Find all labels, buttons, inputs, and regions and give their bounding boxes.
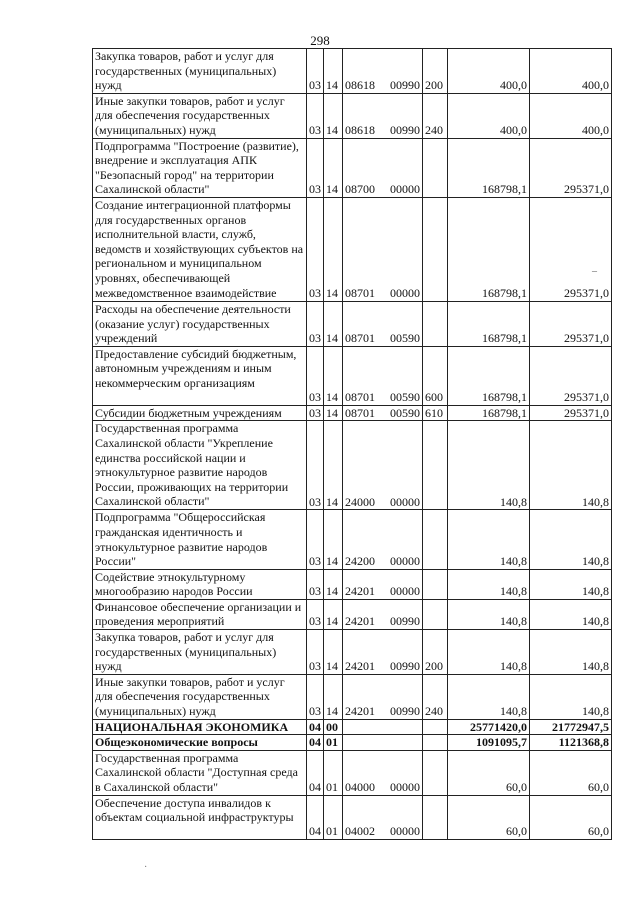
- expense-type-cell: [423, 301, 448, 346]
- subsection-code-cell: 01: [324, 735, 343, 751]
- section-code-cell: 03: [307, 630, 324, 675]
- target-article-cell: [343, 301, 423, 346]
- section-code-cell: 03: [307, 49, 324, 94]
- target-article-program: 04000: [345, 780, 375, 794]
- name-cell: Иные закупки товаров, работ и услуг для обеспечения государственных (муниципальных) нужд: [93, 674, 307, 719]
- amount-year1-cell: 168798,1: [448, 197, 530, 301]
- amount-year1-cell: 140,8: [448, 599, 530, 629]
- expense-type-cell: [423, 197, 448, 301]
- subsection-code-cell: 14: [324, 93, 343, 138]
- target-article-program: 08618: [345, 122, 375, 137]
- target-article-direction: 00990: [390, 704, 420, 719]
- table-row: [93, 795, 612, 839]
- section-code-cell: 03: [307, 569, 324, 599]
- target-article-cell: [343, 346, 423, 405]
- target-article-program: 08701: [345, 331, 375, 346]
- subsection-code-cell: 14: [324, 346, 343, 405]
- table-row: [93, 750, 612, 795]
- table-row: [93, 301, 612, 346]
- table-row: [93, 405, 612, 421]
- amount-year1-cell: 400,0: [448, 93, 530, 138]
- target-article-cell: [343, 93, 423, 138]
- amount-year1-cell: 400,0: [448, 49, 530, 94]
- name-cell: Предоставление субсидий бюджетным, автономным учреждениям и иным некоммерческим организациям: [93, 346, 307, 405]
- amount-year2-cell: 140,8: [530, 421, 612, 510]
- subsection-code-cell: 00: [324, 719, 343, 735]
- amount-year2-cell: 60,0: [530, 795, 612, 839]
- target-article-direction: 00000: [390, 182, 420, 197]
- amount-year2-cell: 140,8: [530, 599, 612, 629]
- section-code-cell: 03: [307, 346, 324, 405]
- target-article-direction: 00990: [390, 614, 420, 629]
- expense-type-cell: [423, 138, 448, 197]
- expense-type-cell: [423, 735, 448, 751]
- amount-year1-cell: 168798,1: [448, 346, 530, 405]
- amount-year1-cell: 140,8: [448, 510, 530, 569]
- expense-type-cell: 200: [423, 630, 448, 675]
- amount-year1-cell: 168798,1: [448, 138, 530, 197]
- name-cell: Подпрограмма "Общероссийская гражданская идентичность и этнокультурное развитие народов России": [93, 510, 307, 569]
- section-code-cell: 03: [307, 405, 324, 421]
- amount-year2-cell: 140,8: [530, 630, 612, 675]
- subsection-code-cell: 01: [324, 750, 343, 795]
- target-article-cell: [343, 510, 423, 569]
- target-article-program: 08701: [345, 286, 375, 301]
- amount-year1-cell: 60,0: [448, 795, 530, 839]
- expense-type-cell: [423, 569, 448, 599]
- section-code-cell: 03: [307, 197, 324, 301]
- expense-type-cell: 600: [423, 346, 448, 405]
- subsection-code-cell: 01: [324, 795, 343, 839]
- section-code-cell: 04: [307, 719, 324, 735]
- expense-type-cell: [423, 795, 448, 839]
- table-row: [93, 630, 612, 675]
- expense-type-cell: [423, 421, 448, 510]
- table-row: [93, 735, 612, 751]
- amount-year2-cell: 400,0: [530, 49, 612, 94]
- section-code-cell: 03: [307, 421, 324, 510]
- subsection-code-cell: 14: [324, 301, 343, 346]
- amount-year1-cell: 60,0: [448, 750, 530, 795]
- section-code-cell: 04: [307, 750, 324, 795]
- amount-year2-cell: 295371,0: [530, 346, 612, 405]
- target-article-direction: 00590: [390, 405, 420, 420]
- target-article-cell: [343, 49, 423, 94]
- name-cell: Содействие этнокультурному многообразию народов России: [93, 569, 307, 599]
- amount-year2-cell: 295371,0: [530, 138, 612, 197]
- target-article-program: 24201: [345, 704, 375, 719]
- name-cell: Государственная программа Сахалинской области "Доступная среда в Сахалинской области": [93, 750, 307, 795]
- table-row: [93, 599, 612, 629]
- expense-type-cell: 610: [423, 405, 448, 421]
- name-cell: Иные закупки товаров, работ и услуг для обеспечения государственных (муниципальных) нужд: [93, 93, 307, 138]
- amount-year1-cell: 1091095,7: [448, 735, 530, 751]
- expense-type-cell: [423, 750, 448, 795]
- amount-year2-cell: 140,8: [530, 569, 612, 599]
- target-article-cell: [343, 719, 423, 735]
- section-code-cell: 03: [307, 599, 324, 629]
- target-article-direction: 00000: [390, 554, 420, 569]
- expense-type-cell: [423, 719, 448, 735]
- expense-type-cell: 240: [423, 93, 448, 138]
- target-article-direction: 00990: [390, 659, 420, 674]
- subsection-code-cell: 14: [324, 510, 343, 569]
- amount-year1-cell: 140,8: [448, 569, 530, 599]
- amount-year1-cell: 168798,1: [448, 405, 530, 421]
- amount-year2-cell: 21772947,5: [530, 719, 612, 735]
- table-row: [93, 138, 612, 197]
- target-article-cell: [343, 197, 423, 301]
- name-cell: Финансовое обеспечение организации и проведения мероприятий: [93, 599, 307, 629]
- subsection-code-cell: 14: [324, 405, 343, 421]
- target-article-direction: 00000: [390, 780, 420, 794]
- target-article-program: 24201: [345, 584, 375, 599]
- target-article-program: 04002: [345, 824, 375, 838]
- table-row: [93, 510, 612, 569]
- subsection-code-cell: 14: [324, 197, 343, 301]
- subsection-code-cell: 14: [324, 49, 343, 94]
- target-article-direction: 00990: [390, 78, 420, 93]
- table-row: [93, 421, 612, 510]
- target-article-program: 08701: [345, 405, 375, 420]
- amount-year1-cell: 140,8: [448, 674, 530, 719]
- target-article-cell: [343, 421, 423, 510]
- amount-year2-cell: 60,0: [530, 750, 612, 795]
- amount-year1-cell: 140,8: [448, 421, 530, 510]
- subsection-code-cell: 14: [324, 421, 343, 510]
- target-article-cell: [343, 405, 423, 421]
- target-article-program: 08700: [345, 182, 375, 197]
- table-row: [93, 719, 612, 735]
- section-code-cell: 04: [307, 735, 324, 751]
- expense-type-cell: 200: [423, 49, 448, 94]
- amount-year2-cell: 140,8: [530, 510, 612, 569]
- target-article-cell: [343, 599, 423, 629]
- target-article-direction: 00000: [390, 584, 420, 599]
- name-cell: Общеэкономические вопросы: [93, 735, 307, 751]
- budget-table-body: [93, 49, 612, 840]
- target-article-cell: [343, 630, 423, 675]
- name-cell: Обеспечение доступа инвалидов к объектам социальной инфраструктуры: [93, 795, 307, 839]
- page-number: 298: [310, 33, 330, 48]
- amount-year2-cell: 140,8: [530, 674, 612, 719]
- expense-type-cell: [423, 510, 448, 569]
- target-article-cell: [343, 569, 423, 599]
- name-cell: Подпрограмма "Построение (развитие), внедрение и эксплуатация АПК "Безопасный город" на территории Сахалинской области": [93, 138, 307, 197]
- section-code-cell: 03: [307, 138, 324, 197]
- amount-year2-cell: 400,0: [530, 93, 612, 138]
- target-article-direction: 00000: [390, 286, 420, 301]
- subsection-code-cell: 14: [324, 630, 343, 675]
- expense-type-cell: [423, 599, 448, 629]
- section-code-cell: 03: [307, 510, 324, 569]
- table-row: [93, 197, 612, 301]
- table-row: [93, 569, 612, 599]
- section-code-cell: 04: [307, 795, 324, 839]
- target-article-program: 24201: [345, 614, 375, 629]
- subsection-code-cell: 14: [324, 599, 343, 629]
- target-article-cell: [343, 674, 423, 719]
- amount-year2-cell: 1121368,8: [530, 735, 612, 751]
- table-row: [93, 93, 612, 138]
- subsection-code-cell: 14: [324, 138, 343, 197]
- amount-year1-cell: 140,8: [448, 630, 530, 675]
- target-article-cell: [343, 750, 423, 795]
- subsection-code-cell: 14: [324, 674, 343, 719]
- target-article-direction: 00990: [390, 122, 420, 137]
- target-article-direction: 00590: [390, 331, 420, 346]
- amount-year1-cell: 25771420,0: [448, 719, 530, 735]
- amount-year2-cell: 295371,0: [530, 301, 612, 346]
- name-cell: Расходы на обеспечение деятельности (оказание услуг) государственных учреждений: [93, 301, 307, 346]
- target-article-program: 08701: [345, 390, 375, 405]
- target-article-cell: [343, 138, 423, 197]
- section-code-cell: 03: [307, 93, 324, 138]
- target-article-program: 24000: [345, 494, 375, 509]
- budget-table: [92, 48, 612, 840]
- target-article-direction: 00000: [390, 824, 420, 838]
- section-code-cell: 03: [307, 301, 324, 346]
- name-cell: Субсидии бюджетным учреждениям: [93, 405, 307, 421]
- target-article-program: 08618: [345, 78, 375, 93]
- target-article-direction: 00000: [390, 494, 420, 509]
- amount-year2-cell: 295371,0: [530, 405, 612, 421]
- table-row: [93, 346, 612, 405]
- name-cell: Закупка товаров, работ и услуг для государственных (муниципальных) нужд: [93, 630, 307, 675]
- name-cell: Создание интеграционной платформы для государственных органов исполнительной власти, служб, ведомств и хозяйствующих субъектов на региональном и муниципальном уровнях, обеспечивающей межведомственное взаимодействие: [93, 197, 307, 301]
- target-article-direction: 00590: [390, 390, 420, 405]
- name-cell: Государственная программа Сахалинской области "Укрепление единства российской нации и этнокультурное развитие народов России, проживающих на территории Сахалинской области": [93, 421, 307, 510]
- name-cell: НАЦИОНАЛЬНАЯ ЭКОНОМИКА: [93, 719, 307, 735]
- scan-mark: –: [592, 266, 597, 277]
- target-article-cell: [343, 795, 423, 839]
- section-code-cell: 03: [307, 674, 324, 719]
- scan-mark: ·: [144, 862, 148, 873]
- amount-year1-cell: 168798,1: [448, 301, 530, 346]
- target-article-program: 24200: [345, 554, 375, 569]
- expense-type-cell: 240: [423, 674, 448, 719]
- target-article-cell: [343, 735, 423, 751]
- name-cell: Закупка товаров, работ и услуг для государственных (муниципальных) нужд: [93, 49, 307, 94]
- table-row: [93, 49, 612, 94]
- table-row: [93, 674, 612, 719]
- amount-year2-cell: 295371,0: [530, 197, 612, 301]
- target-article-program: 24201: [345, 659, 375, 674]
- subsection-code-cell: 14: [324, 569, 343, 599]
